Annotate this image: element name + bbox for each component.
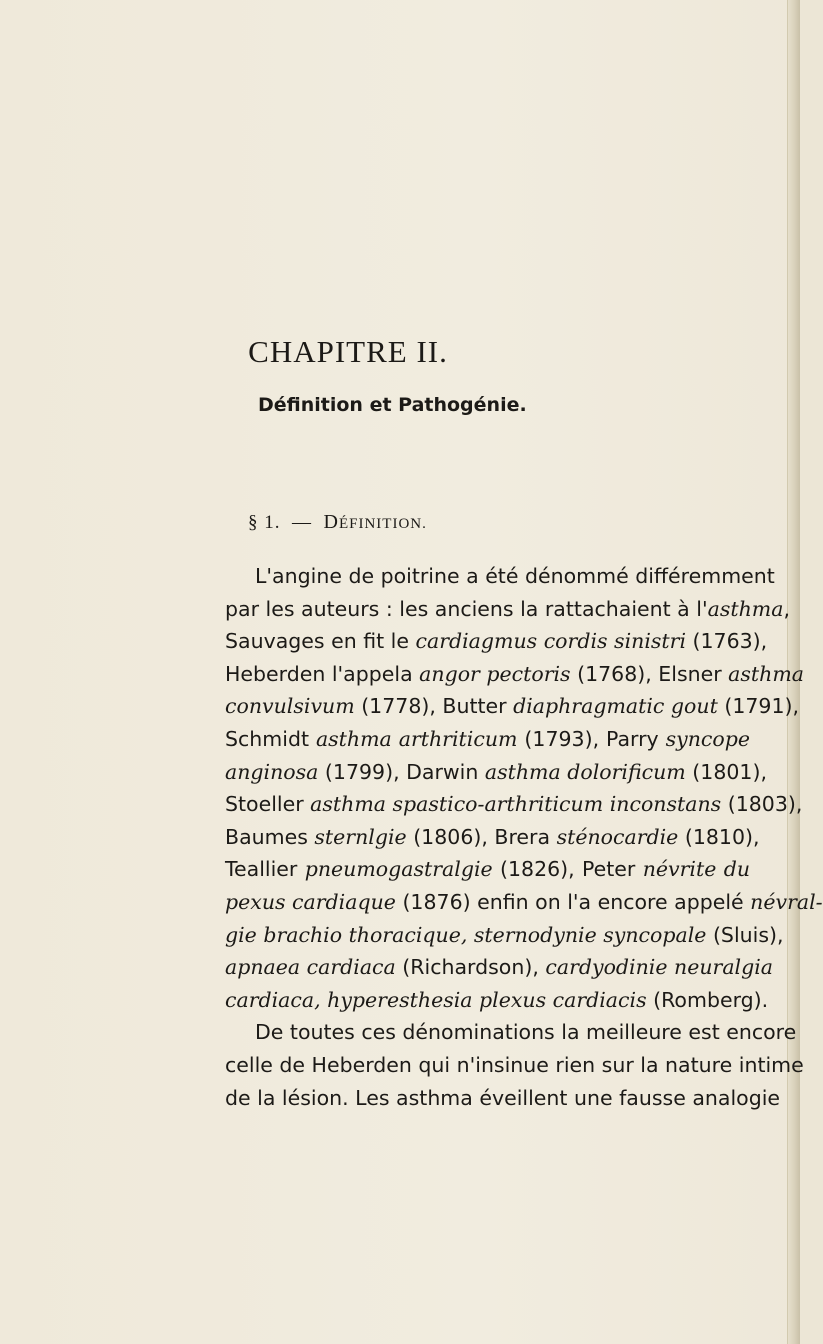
text-run: celle de Heberden qui n'insinue rien sur la nature intime (225, 1052, 804, 1077)
italic-term: asthma dolorificum (484, 759, 686, 784)
italic-term: gie brachio thoracique, sternodynie syncopale (225, 922, 707, 947)
text-run: Heberden l'appela (225, 661, 420, 686)
italic-term: diaphragmatic gout (513, 694, 718, 719)
text-run: par les auteurs : les anciens la rattachaient à l' (225, 596, 708, 621)
text-line (225, 788, 803, 821)
chapter-subtitle: Définition et Pathogénie. (258, 394, 527, 416)
text-run: De toutes ces dénominations la meilleure est encore (255, 1020, 797, 1045)
italic-term: asthma arthriticum (315, 726, 518, 751)
text-run: (1806), Brera (406, 824, 557, 849)
italic-term: syncope (665, 726, 750, 751)
text-run: (1876) enfin on l'a encore appelé (395, 889, 751, 914)
italic-term: cardyodinie neuralgia (545, 955, 774, 980)
text-run: Teallier (225, 857, 305, 882)
text-run: Schmidt (225, 726, 316, 751)
text-run: (1763), (686, 629, 768, 654)
italic-term: asthma (707, 596, 784, 621)
italic-term: sténocardie (556, 824, 679, 849)
italic-term: pexus cardiaque (225, 889, 396, 914)
text-run: Stoeller (225, 792, 311, 817)
italic-term: anginosa (225, 759, 319, 784)
text-line (225, 658, 805, 691)
text-line (225, 853, 750, 886)
text-run: (Richardson), (395, 955, 546, 980)
italic-term: asthma spastico-arthriticum inconstans (310, 792, 722, 817)
text-line (225, 690, 800, 723)
text-run: (1768), Elsner (570, 661, 729, 686)
italic-term: apnaea cardiaca (225, 955, 396, 980)
italic-term: névral- (750, 889, 823, 914)
text-line (225, 560, 775, 593)
text-line (225, 886, 823, 919)
italic-term: sternlgie (314, 824, 407, 849)
text-run: , (783, 596, 790, 621)
text-line (225, 625, 768, 658)
text-line (225, 1082, 781, 1115)
text-run: (Romberg). (646, 987, 769, 1012)
text-run: (1791), (717, 694, 800, 719)
section-heading (248, 511, 588, 534)
text-run: (1810), (678, 824, 760, 849)
text-run: (1801), (685, 759, 767, 784)
text-line (225, 919, 784, 952)
paragraph-1 (225, 560, 823, 1016)
text-run: (1793), Parry (517, 726, 666, 751)
italic-term: cardiaca, hyperesthesia plexus cardiacis (225, 987, 647, 1012)
section-dash: — (292, 512, 312, 533)
text-run: (1826), Peter (492, 857, 643, 882)
text-line (225, 593, 790, 626)
text-run: de la lésion. Les asthma éveillent une fausse analogie (225, 1085, 781, 1110)
italic-term: névrite du (642, 857, 751, 882)
text-line (225, 1016, 797, 1049)
section-number: § 1. (248, 512, 281, 533)
chapter-title: CHAPITRE II. (248, 334, 448, 369)
section-title-initial: D (323, 511, 339, 533)
italic-term: convulsivum (225, 694, 355, 719)
text-line (225, 1049, 804, 1082)
italic-term: angor pectoris (419, 661, 571, 686)
text-run: L'angine de poitrine a été dénommé différemment (255, 564, 775, 588)
text-line (225, 984, 769, 1017)
text-run: (1799), Darwin (318, 759, 485, 784)
text-run: (1803), (721, 792, 803, 817)
text-line (225, 756, 767, 789)
text-line (225, 723, 750, 756)
italic-term: pneumogastralgie (304, 857, 493, 882)
paragraph-2 (225, 1016, 804, 1114)
italic-term: asthma (728, 661, 805, 686)
text-run: Baumes (225, 824, 315, 849)
body-text (225, 560, 823, 1114)
section-title-rest: ÉFINITION. (338, 516, 427, 532)
text-line (225, 951, 774, 984)
text-line (225, 821, 760, 854)
text-run: (Sluis), (706, 922, 784, 947)
text-run: Sauvages en fit le (225, 629, 416, 654)
text-run: (1778), Butter (354, 694, 514, 719)
italic-term: cardiagmus cordis sinistri (415, 629, 686, 654)
